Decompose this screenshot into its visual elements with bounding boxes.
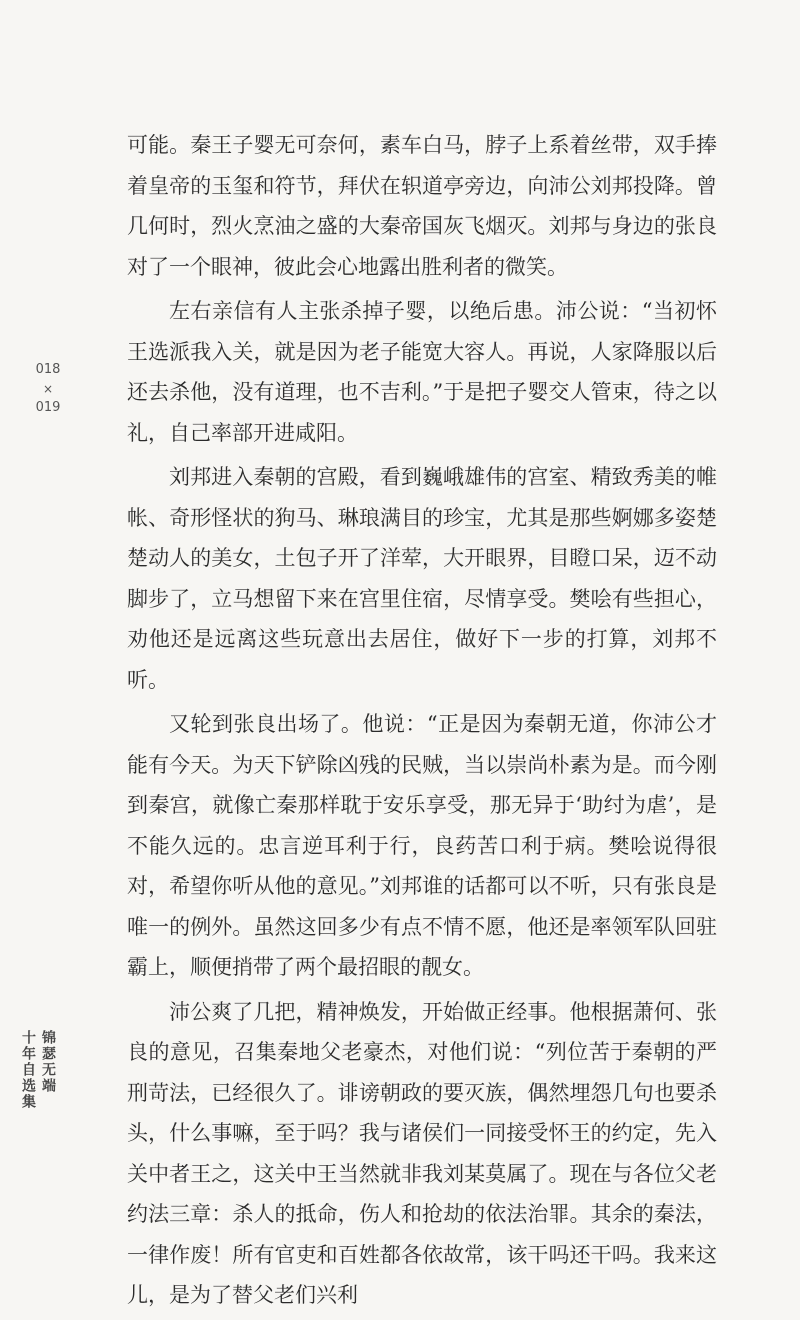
page-number-separator: × bbox=[42, 382, 54, 396]
paragraph-1: 可能。秦王子婴无可奈何，素车白马，脖子上系着丝带，双手捧着皇帝的玉玺和符节，拜伏在轵道亭旁边，向沛公刘邦投降。曾几何时，烈火烹油之盛的大秦帝国灰飞烟灭。刘邦与身边的张良对了一个眼神，彼此会心地露出胜利者的微笑。 bbox=[127, 133, 717, 279]
left-page-number: 018 bbox=[35, 362, 61, 377]
body-text bbox=[127, 125, 717, 1320]
right-page-number: 019 bbox=[35, 400, 61, 415]
paragraph-2: 左右亲信有人主张杀掉子婴，以绝后患。沛公说：“当初怀王选派我入关，就是因为老子能宽大容人。再说，人家降服以后还去杀他，没有道理，也不吉利。”于是把子婴交人管束，待之以礼，自己率部开进咸阳。 bbox=[127, 299, 717, 445]
page-folio bbox=[28, 360, 68, 418]
book-title-part2: 十年自选集 bbox=[20, 1030, 36, 1110]
paragraph-3: 刘邦进入秦朝的宫殿，看到巍峨雄伟的宫室、精致秀美的帷帐、奇形怪状的狗马、琳琅满目的珍宝，尤其是那些婀娜多姿楚楚动人的美女，土包子开了洋荤，大开眼界，目瞪口呆，迈不动脚步了，立马想留下来在宫里住宿，尽情享受。樊哙有些担心，劝他还是远离这些玩意出去居住，做好下一步的打算，刘邦不听。 bbox=[127, 465, 717, 692]
running-book-title bbox=[20, 1030, 58, 1110]
book-title-part1: 锦瑟无端 bbox=[40, 1030, 56, 1094]
paragraph-4: 又轮到张良出场了。他说：“正是因为秦朝无道，你沛公才能有今天。为天下铲除凶残的民贼，当以崇尚朴素为是。而今刚到秦宫，就像亡秦那样耽于安乐享受，那无异于‘助纣为虐’，是不能久远的。忠言逆耳利于行，良药苦口利于病。樊哙说得很对，希望你听从他的意见。”刘邦谁的话都可以不听，只有张良是唯一的例外。虽然这回多少有点不情不愿，他还是率领军队回驻霸上，顺便捎带了两个最招眼的靓女。 bbox=[127, 712, 717, 979]
paragraph-5: 沛公爽了几把，精神焕发，开始做正经事。他根据萧何、张良的意见，召集秦地父老豪杰，对他们说：“列位苦于秦朝的严刑苛法，已经很久了。诽谤朝政的要灭族，偶然埋怨几句也要杀头，什么事嘛，至于吗？我与诸侯们一同接受怀王的约定，先入关中者王之，这关中王当然就非我刘某莫属了。现在与各位父老约法三章：杀人的抵命，伤人和抢劫的依法治罪。其余的秦法，一律作废！所有官吏和百姓都各依故常，该干吗还干吗。我来这儿，是为了替父老们兴利 bbox=[127, 999, 717, 1307]
